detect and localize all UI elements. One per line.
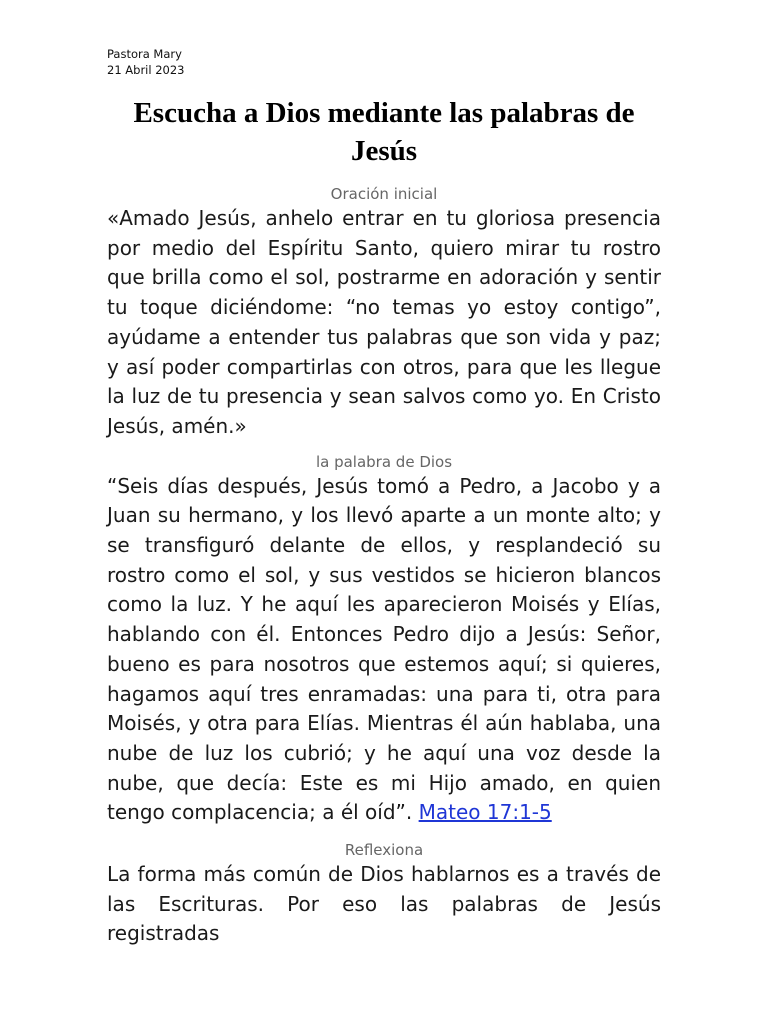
author-name: Pastora Mary <box>107 47 182 61</box>
document-date: 21 Abril 2023 <box>107 63 185 77</box>
scripture-paragraph <box>107 472 661 828</box>
section-label-reflection: Reflexiona <box>344 841 424 860</box>
document-title: Escucha a Dios mediante las palabras de Jesús <box>133 97 635 167</box>
document-header <box>107 46 661 78</box>
opening-prayer-text: «Amado Jesús, anhelo entrar en tu gloriosa presencia por medio del Espíritu Santo, quiero mirar tu rostro que brilla como el sol, postrarme en adoración y sentir tu toque diciéndome: “no temas yo estoy contigo”, ayúdame a entender tus palabras que son vida y paz; y así poder compartirlas con otros, para que les llegue la luz de tu presencia y sean salvos como yo. En Cristo Jesús, amén.» <box>107 206 661 438</box>
document-page <box>107 46 661 949</box>
scripture-text: “Seis días después, Jesús tomó a Pedro, a Jacobo y a Juan su hermano, y los llevó aparte a un monte alto; y se transfiguró delante de ellos, y resplandeció su rostro como el sol, y sus vestidos se hicieron blancos como la luz. Y he aquí les aparecieron Moisés y Elías, hablando con él. Entonces Pedro dijo a Jesús: Señor, bueno es para nosotros que estemos aquí; si quieres, hagamos aquí tres enramadas: una para ti, otra para Moisés, y otra para Elías. Mientras él aún hablaba, una nube de luz los cubrió; y he aquí una voz desde la nube, que decía: Este es mi Hijo amado, en quien tengo complacencia; a él oíd”. <box>107 473 661 825</box>
section-label-opening-prayer: Oración inicial <box>330 185 438 203</box>
reflection-text: La forma más común de Dios hablarnos es a través de las Escrituras. Por eso las palabras de Jesús registradas <box>107 862 661 946</box>
section-label-word-of-god: la palabra de Dios <box>315 452 453 471</box>
scripture-reference-link[interactable]: Mateo 17:1-5 <box>418 800 552 825</box>
